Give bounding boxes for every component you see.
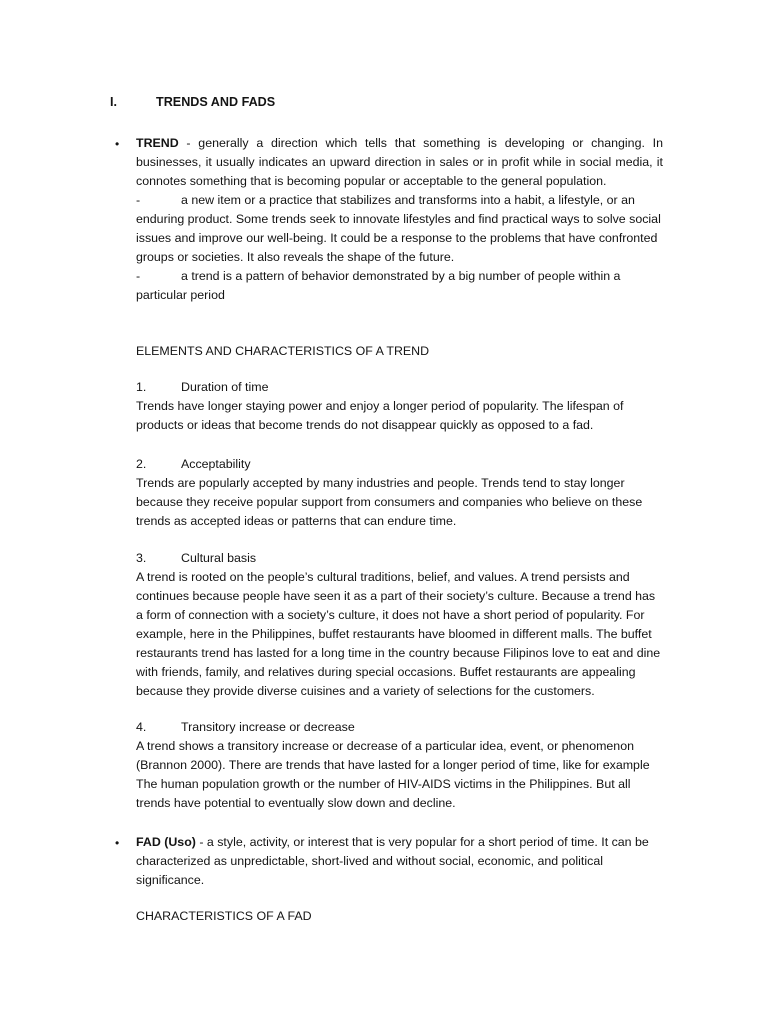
fad-term: FAD (Uso) xyxy=(136,835,196,849)
element-cultural-basis xyxy=(136,549,663,701)
element-body: A trend shows a transitory increase or decrease of a particular idea, event, or phenomenon (Brannon 2000). There are trends that have lasted for a longer period of time, like for example The human population growth or the number of HIV-AIDS victims in the Philippines. But all trends have potential to eventually slow down and decline. xyxy=(136,739,650,810)
dash-marker: - xyxy=(136,269,141,283)
fad-definition xyxy=(136,833,663,890)
element-body: A trend is rooted on the people’s cultural traditions, belief, and values. A trend persists and continues because people have seen it as a part of their society’s culture. Because a trend has a form of connection with a society’s culture, it does not have a short period of popularity. For example, here in the Philippines, buffet restaurants have bloomed in different malls. The buffet restaurants trend has lasted for a long time in the country because Filipinos love to eat and dine with friends, family, and relatives during special occasions. Buffet restaurants are appealing because they provide diverse cuisines and a variety of selections for the customers. xyxy=(136,570,661,698)
fad-characteristics-heading: CHARACTERISTICS OF A FAD xyxy=(136,909,312,923)
element-title: Cultural basis xyxy=(181,551,257,565)
element-title: Acceptability xyxy=(181,457,251,471)
trend-term: TREND xyxy=(136,136,179,150)
element-title-row xyxy=(136,549,663,568)
element-number: 1. xyxy=(136,380,147,394)
trend-point-2 xyxy=(136,267,663,305)
element-number: 2. xyxy=(136,457,147,471)
trend-definition xyxy=(136,134,663,191)
element-title: Transitory increase or decrease xyxy=(181,720,355,734)
element-title-row xyxy=(136,455,663,474)
element-body: Trends are popularly accepted by many industries and people. Trends tend to stay longer because they receive popular support from consumers and companies who believe on these trends as accepted ideas or patterns that can endure time. xyxy=(136,476,643,528)
element-number: 4. xyxy=(136,720,147,734)
dash-marker: - xyxy=(136,193,141,207)
trend-block xyxy=(136,134,663,305)
bullet-fad: • xyxy=(115,836,120,850)
section-title: TRENDS AND FADS xyxy=(156,95,276,109)
trend-point-1-text: a new item or a practice that stabilizes and transforms into a habit, a lifestyle, or an enduring product. Some trends seek to innovate lifestyles and find practical ways to solve social issues and improve our well-being. It could be a response to the problems that have confronted groups or societies. It also reveals the shape of the future. xyxy=(136,193,661,264)
trend-definition-text: - generally a direction which tells that something is developing or changing. In businesses, it usually indicates an upward direction in sales or in profit while in social media, it connotes something that is becoming popular or acceptable to the general population. xyxy=(136,136,663,188)
element-title-row xyxy=(136,718,663,737)
element-number: 3. xyxy=(136,551,147,565)
element-duration xyxy=(136,378,663,435)
section-number: I. xyxy=(110,95,117,109)
bullet-trend: • xyxy=(115,137,120,151)
elements-heading: ELEMENTS AND CHARACTERISTICS OF A TREND xyxy=(136,344,430,358)
element-transitory xyxy=(136,718,663,813)
element-title: Duration of time xyxy=(181,380,269,394)
trend-point-1 xyxy=(136,191,663,267)
trend-point-2-text: a trend is a pattern of behavior demonstrated by a big number of people within a particular period xyxy=(136,269,621,302)
element-title-row xyxy=(136,378,663,397)
fad-definition-text: - a style, activity, or interest that is very popular for a short period of time. It can be characterized as unpredictable, short-lived and without social, economic, and political significance. xyxy=(136,835,649,887)
element-acceptability xyxy=(136,455,663,531)
element-body: Trends have longer staying power and enjoy a longer period of popularity. The lifespan of products or ideas that become trends do not disappear quickly as opposed to a fad. xyxy=(136,399,624,432)
fad-block xyxy=(136,833,663,890)
